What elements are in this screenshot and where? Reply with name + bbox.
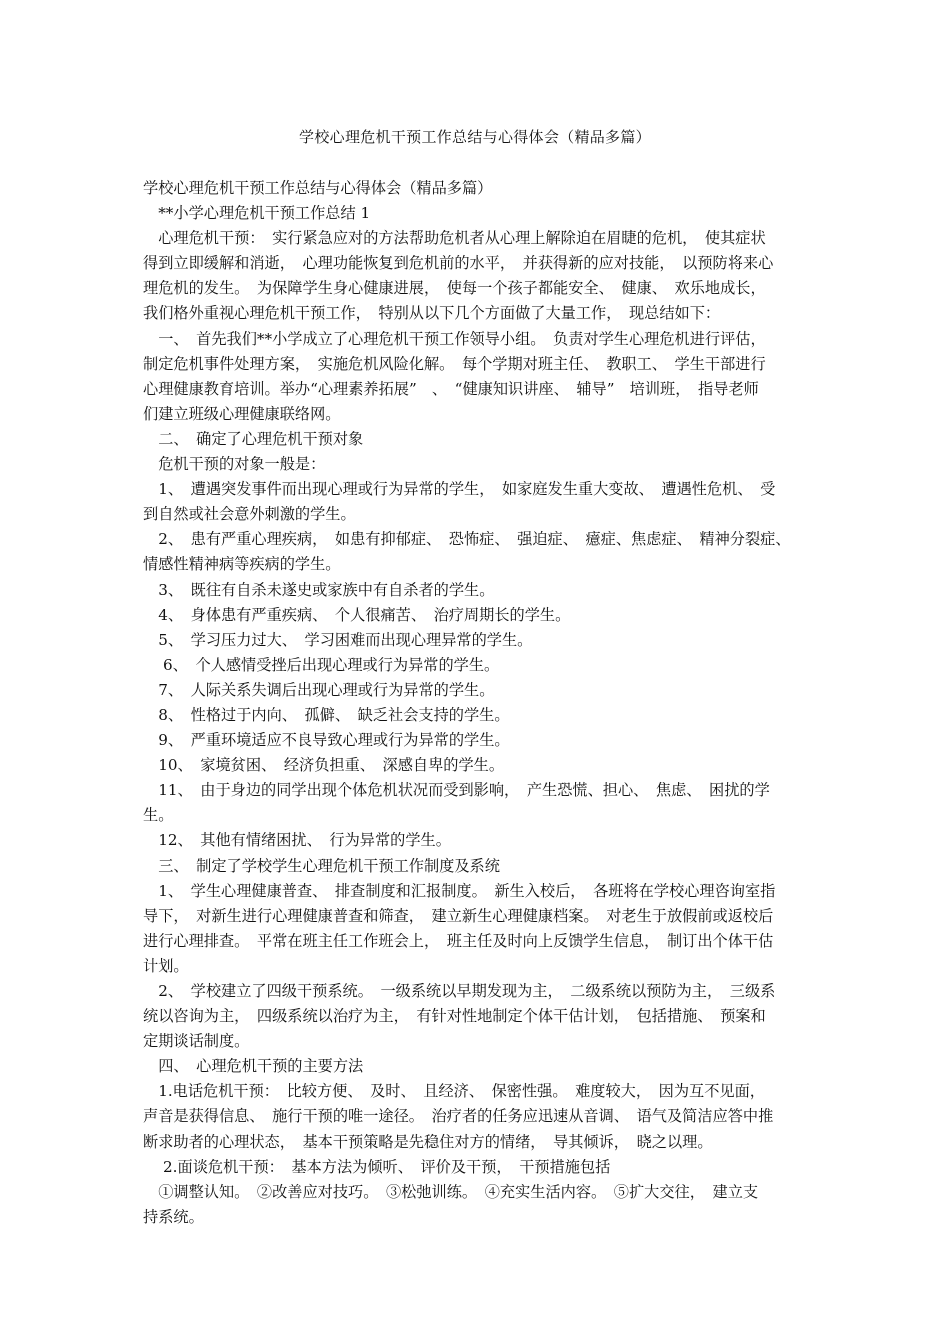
body-text-line: 进行心理排查。 平常在班主任工作班会上， 班主任及时向上反馈学生信息， 制订出个体干估 bbox=[143, 931, 774, 950]
body-text-line: 4、 身体患有严重疾病、 个人很痛苦、 治疗周期长的学生。 bbox=[143, 605, 571, 624]
body-text-line: 计划。 bbox=[143, 956, 189, 975]
body-text-line: 们建立班级心理健康联络网。 bbox=[143, 404, 341, 423]
body-text-line: 9、 严重环境适应不良导致心理或行为异常的学生。 bbox=[143, 731, 510, 750]
body-text-line: 7、 人际关系失调后出现心理或行为异常的学生。 bbox=[143, 680, 495, 699]
body-text-line: 声音是获得信息、 施行干预的唯一途径。 治疗者的任务应迅速从音调、 语气及简洁应答中推 bbox=[143, 1107, 774, 1126]
body-text-line: 生。 bbox=[143, 806, 174, 825]
body-text-line: 到自然或社会意外刺激的学生。 bbox=[143, 505, 356, 524]
body-text-line: 心理危机干预： 实行紧急应对的方法帮助危机者从心理上解除迫在眉睫的危机， 使其症状 bbox=[143, 229, 766, 248]
body-text-line: 3、 既往有自杀未遂史或家族中有自杀者的学生。 bbox=[143, 580, 495, 599]
body-text-line: 12、 其他有情绪困扰、 行为异常的学生。 bbox=[143, 831, 451, 850]
body-text-line: 5、 学习压力过大、 学习困难而出现心理异常的学生。 bbox=[143, 630, 533, 649]
document-title: 学校心理危机干预工作总结与心得体会（精品多篇） bbox=[299, 128, 651, 146]
body-text-line: 心理健康教育培训。举办“心理素养拓展” 、 “健康知识讲座、 辅导” 培训班， 指导老师 bbox=[143, 379, 759, 398]
body-text-line: 一、 首先我们**小学成立了心理危机干预工作领导小组。 负责对学生心理危机进行评估， bbox=[143, 329, 766, 348]
body-text-line: 得到立即缓解和消逝， 心理功能恢复到危机前的水平， 并获得新的应对技能， 以预防将来心 bbox=[143, 254, 774, 273]
body-text-line: ①调整认知。 ②改善应对技巧。 ③松弛训练。 ④充实生活内容。 ⑤扩大交往， 建立支 bbox=[143, 1182, 759, 1201]
body-text-line: 10、 家境贫困、 经济负担重、 深感自卑的学生。 bbox=[143, 756, 505, 775]
body-text-line: 1、 遭遇突发事件而出现心理或行为异常的学生， 如家庭发生重大变故、 遭遇性危机、 受 bbox=[143, 480, 776, 499]
document-body bbox=[143, 176, 823, 1230]
body-text-line: 危机干预的对象一般是： bbox=[143, 455, 326, 474]
body-text-line: 断求助者的心理状态， 基本干预策略是先稳住对方的情绪， 导其倾诉， 晓之以理。 bbox=[143, 1132, 713, 1151]
body-text-line: **小学心理危机干预工作总结 1 bbox=[143, 204, 371, 223]
body-text-line: 二、 确定了心理危机干预对象 bbox=[143, 429, 364, 448]
body-text-line: 学校心理危机干预工作总结与心得体会（精品多篇） bbox=[143, 179, 493, 197]
body-text-line: 1.电话危机干预： 比较方便、 及时、 且经济、 保密性强。 难度较大， 因为互不见面， bbox=[143, 1082, 765, 1101]
body-text-line: 我们格外重视心理危机干预工作， 特别从以下几个方面做了大量工作， 现总结如下： bbox=[143, 304, 721, 323]
body-text-line: 1、 学生心理健康普查、 排查制度和汇报制度。 新生入校后， 各班将在学校心理咨询室指 bbox=[143, 881, 776, 900]
body-text-line: 定期谈话制度。 bbox=[143, 1032, 250, 1051]
body-text-line: 导下， 对新生进行心理健康普查和筛查， 建立新生心理健康档案。 对老生于放假前或返校后 bbox=[143, 906, 774, 925]
body-text-line: 情感性精神病等疾病的学生。 bbox=[143, 555, 341, 574]
body-text-line: 2、 患有严重心理疾病， 如患有抑郁症、 恐怖症、 强迫症、 癔症、焦虑症、 精神分裂症、 bbox=[143, 530, 791, 549]
body-text-line: 统以咨询为主， 四级系统以治疗为主， 有针对性地制定个体干估计划， 包括措施、 预案和 bbox=[143, 1007, 766, 1026]
body-text-line: 2、 学校建立了四级干预系统。 一级系统以早期发现为主， 二级系统以预防为主， 三级系 bbox=[143, 982, 776, 1000]
body-text-line: 四、 心理危机干预的主要方法 bbox=[143, 1057, 364, 1076]
body-text-line: 2.面谈危机干预： 基本方法为倾听、 评价及干预， 干预措施包括 bbox=[143, 1157, 611, 1176]
body-text-line: 制定危机事件处理方案， 实施危机风险化解。 每个学期对班主任、 教职工、 学生干部进行 bbox=[143, 354, 766, 373]
body-text-line: 持系统。 bbox=[143, 1207, 204, 1226]
body-text-line: 理危机的发生。 为保障学生身心健康进展， 使每一个孩子都能安全、 健康、 欢乐地成长， bbox=[143, 279, 766, 298]
body-text-line: 6、 个人感情受挫后出现心理或行为异常的学生。 bbox=[143, 655, 500, 674]
body-text-line: 三、 制定了学校学生心理危机干预工作制度及系统 bbox=[143, 856, 500, 875]
body-text-line: 11、 由于身边的同学出现个体危机状况而受到影响， 产生恐慌、担心、 焦虑、 困扰的学 bbox=[143, 781, 770, 800]
body-text-line: 8、 性格过于内向、 孤僻、 缺乏社会支持的学生。 bbox=[143, 705, 510, 724]
